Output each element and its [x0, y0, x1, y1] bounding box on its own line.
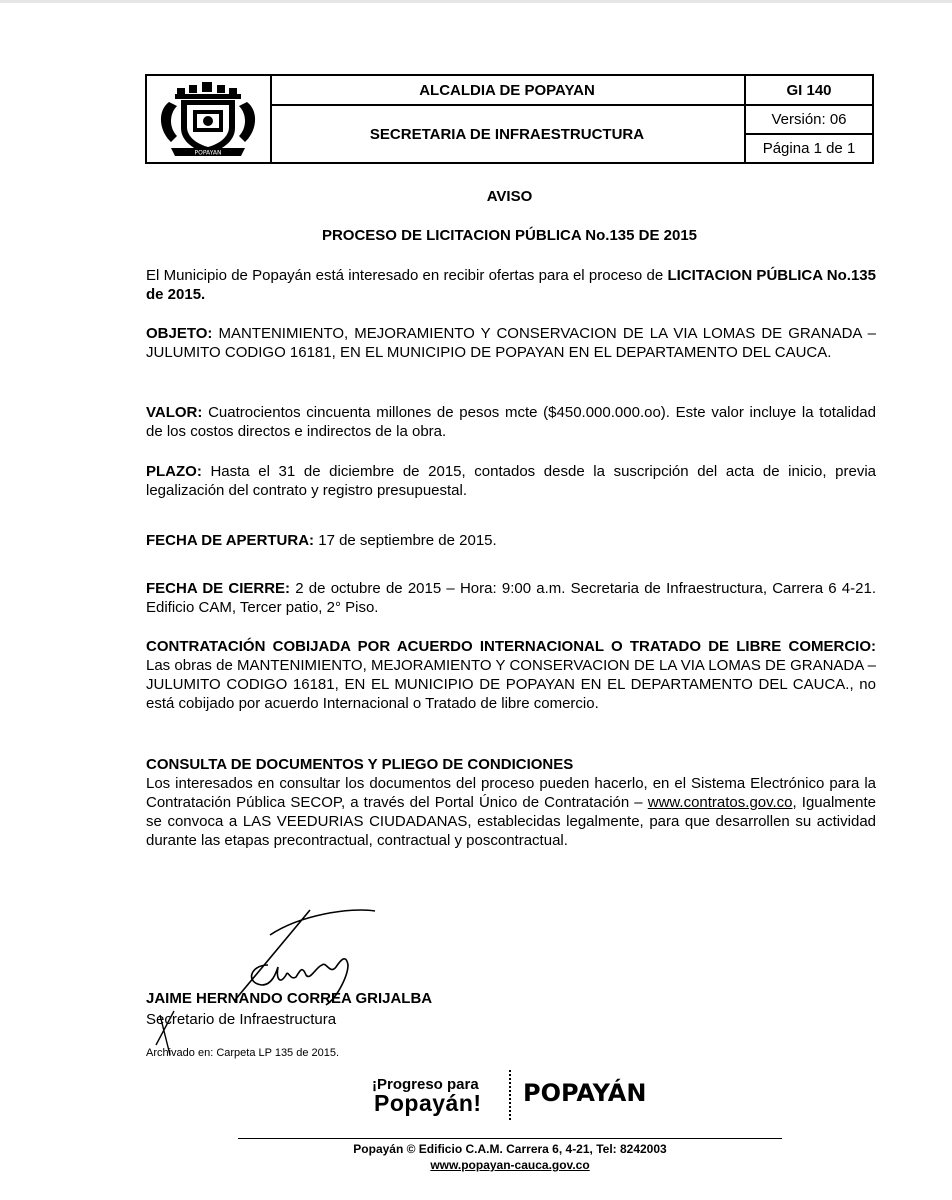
valor-paragraph	[146, 403, 876, 441]
apertura-label: FECHA DE APERTURA:	[146, 532, 315, 549]
consulta-text-b: , Igualmente se convoca a LAS VEEDURIAS CIUDADANAS, establecidas legalmente, para que desarrollen su actividad durante las etapas precontractual, contractual y poscontractual.	[146, 794, 876, 849]
plazo-paragraph	[146, 462, 876, 500]
apertura-text: 17 de septiembre de 2015.	[314, 532, 497, 549]
document-title: AVISO	[486, 188, 533, 205]
intro-paragraph	[146, 266, 876, 304]
consulta-text-a: Los interesados en consultar los documentos del proceso pueden hacerlo, en el Sistema Electrónico para la Contratación Pública SECOP, a través del Portal Único de Contratación –	[146, 775, 876, 811]
popayan-brand-logo: POPAYÁN	[523, 1079, 647, 1107]
apertura-paragraph	[146, 531, 876, 550]
plazo-label: PLAZO:	[146, 463, 202, 480]
consulta-label: CONSULTA DE DOCUMENTOS Y PLIEGO DE CONDICIONES	[146, 756, 574, 773]
consulta-paragraph	[146, 755, 876, 850]
valor-text: Cuatrocientos cincuenta millones de pesos mcte ($450.000.000.oo). Este valor incluye la totalidad de los costos directos e indirectos de la obra.	[146, 404, 876, 440]
header-title-cell	[270, 76, 746, 162]
org-name: ALCALDIA DE POPAYAN	[270, 76, 744, 106]
footer-address: Popayán © Edificio C.A.M. Carrera 6, 4-21, Tel: 8242003	[353, 1142, 667, 1156]
plazo-text: Hasta el 31 de diciembre de 2015, contados desde la suscripción del acta de inicio, previa legalización del contrato y registro presupuestal.	[146, 463, 876, 499]
process-title: PROCESO DE LICITACION PÚBLICA No.135 DE 2015	[321, 227, 698, 244]
signatory-role: Secretario de Infraestructura	[146, 1011, 337, 1028]
footer-website-link[interactable]: www.popayan-cauca.gov.co	[430, 1158, 590, 1172]
contratacion-paragraph	[146, 637, 876, 713]
document-code: GI 140	[746, 76, 872, 106]
signatory-name: JAIME HERNANDO CORREA GRIJALBA	[146, 990, 433, 1007]
objeto-text: MANTENIMIENTO, MEJORAMIENTO Y CONSERVACION DE LA VIA LOMAS DE GRANADA – JULUMITO CODIGO 16181, EN EL MUNICIPIO DE POPAYAN EN EL DEPARTAMENTO DEL CAUCA.	[146, 325, 876, 361]
intro-bold: LICITACION PÚBLICA No.135 de 2015.	[146, 267, 876, 303]
contratacion-label: CONTRATACIÓN COBIJADA POR ACUERDO INTERNACIONAL O TRATADO DE LIBRE COMERCIO:	[146, 638, 876, 655]
cierre-text: 2 de octubre de 2015 – Hora: 9:00 a.m. Secretaria de Infraestructura, Carrera 6 4-21. Edificio CAM, Tercer patio, 2° Piso.	[146, 580, 876, 616]
document-version: Versión: 06	[746, 106, 872, 135]
intro-text: El Municipio de Popayán está interesado en recibir ofertas para el proceso de	[146, 267, 668, 284]
coat-of-arms-icon	[147, 76, 270, 162]
department-name: SECRETARIA DE INFRAESTRUCTURA	[369, 125, 645, 143]
footer-rule	[238, 1138, 782, 1139]
archive-note: Archivado en: Carpeta LP 135 de 2015.	[146, 1047, 340, 1059]
secop-link[interactable]: www.contratos.gov.co	[647, 794, 793, 811]
header-meta-cell	[746, 76, 872, 162]
logo-cell	[147, 76, 272, 162]
page-number: Página 1 de 1	[762, 140, 856, 157]
objeto-paragraph	[146, 324, 876, 362]
svg-text:POPAYAN: POPAYAN	[194, 149, 222, 157]
footer-divider	[509, 1070, 511, 1120]
objeto-label: OBJETO:	[146, 325, 213, 342]
handwritten-signature	[150, 905, 390, 1055]
cierre-paragraph	[146, 579, 876, 617]
document-header-table	[145, 74, 874, 164]
slogan-bottom: Popayán!	[374, 1090, 482, 1116]
scan-edge	[0, 0, 952, 3]
valor-label: VALOR:	[146, 404, 203, 421]
contratacion-text: Las obras de MANTENIMIENTO, MEJORAMIENTO Y CONSERVACION DE LA VIA LOMAS DE GRANADA – JULUMITO CODIGO 16181, EN EL MUNICIPIO DE POPAYAN EN EL DEPARTAMENTO DEL CAUCA., no está cobijado por acuerdo Internacional o Tratado de libre comercio.	[146, 657, 876, 712]
slogan-top: ¡Progreso para	[372, 1076, 479, 1093]
cierre-label: FECHA DE CIERRE:	[146, 580, 291, 597]
